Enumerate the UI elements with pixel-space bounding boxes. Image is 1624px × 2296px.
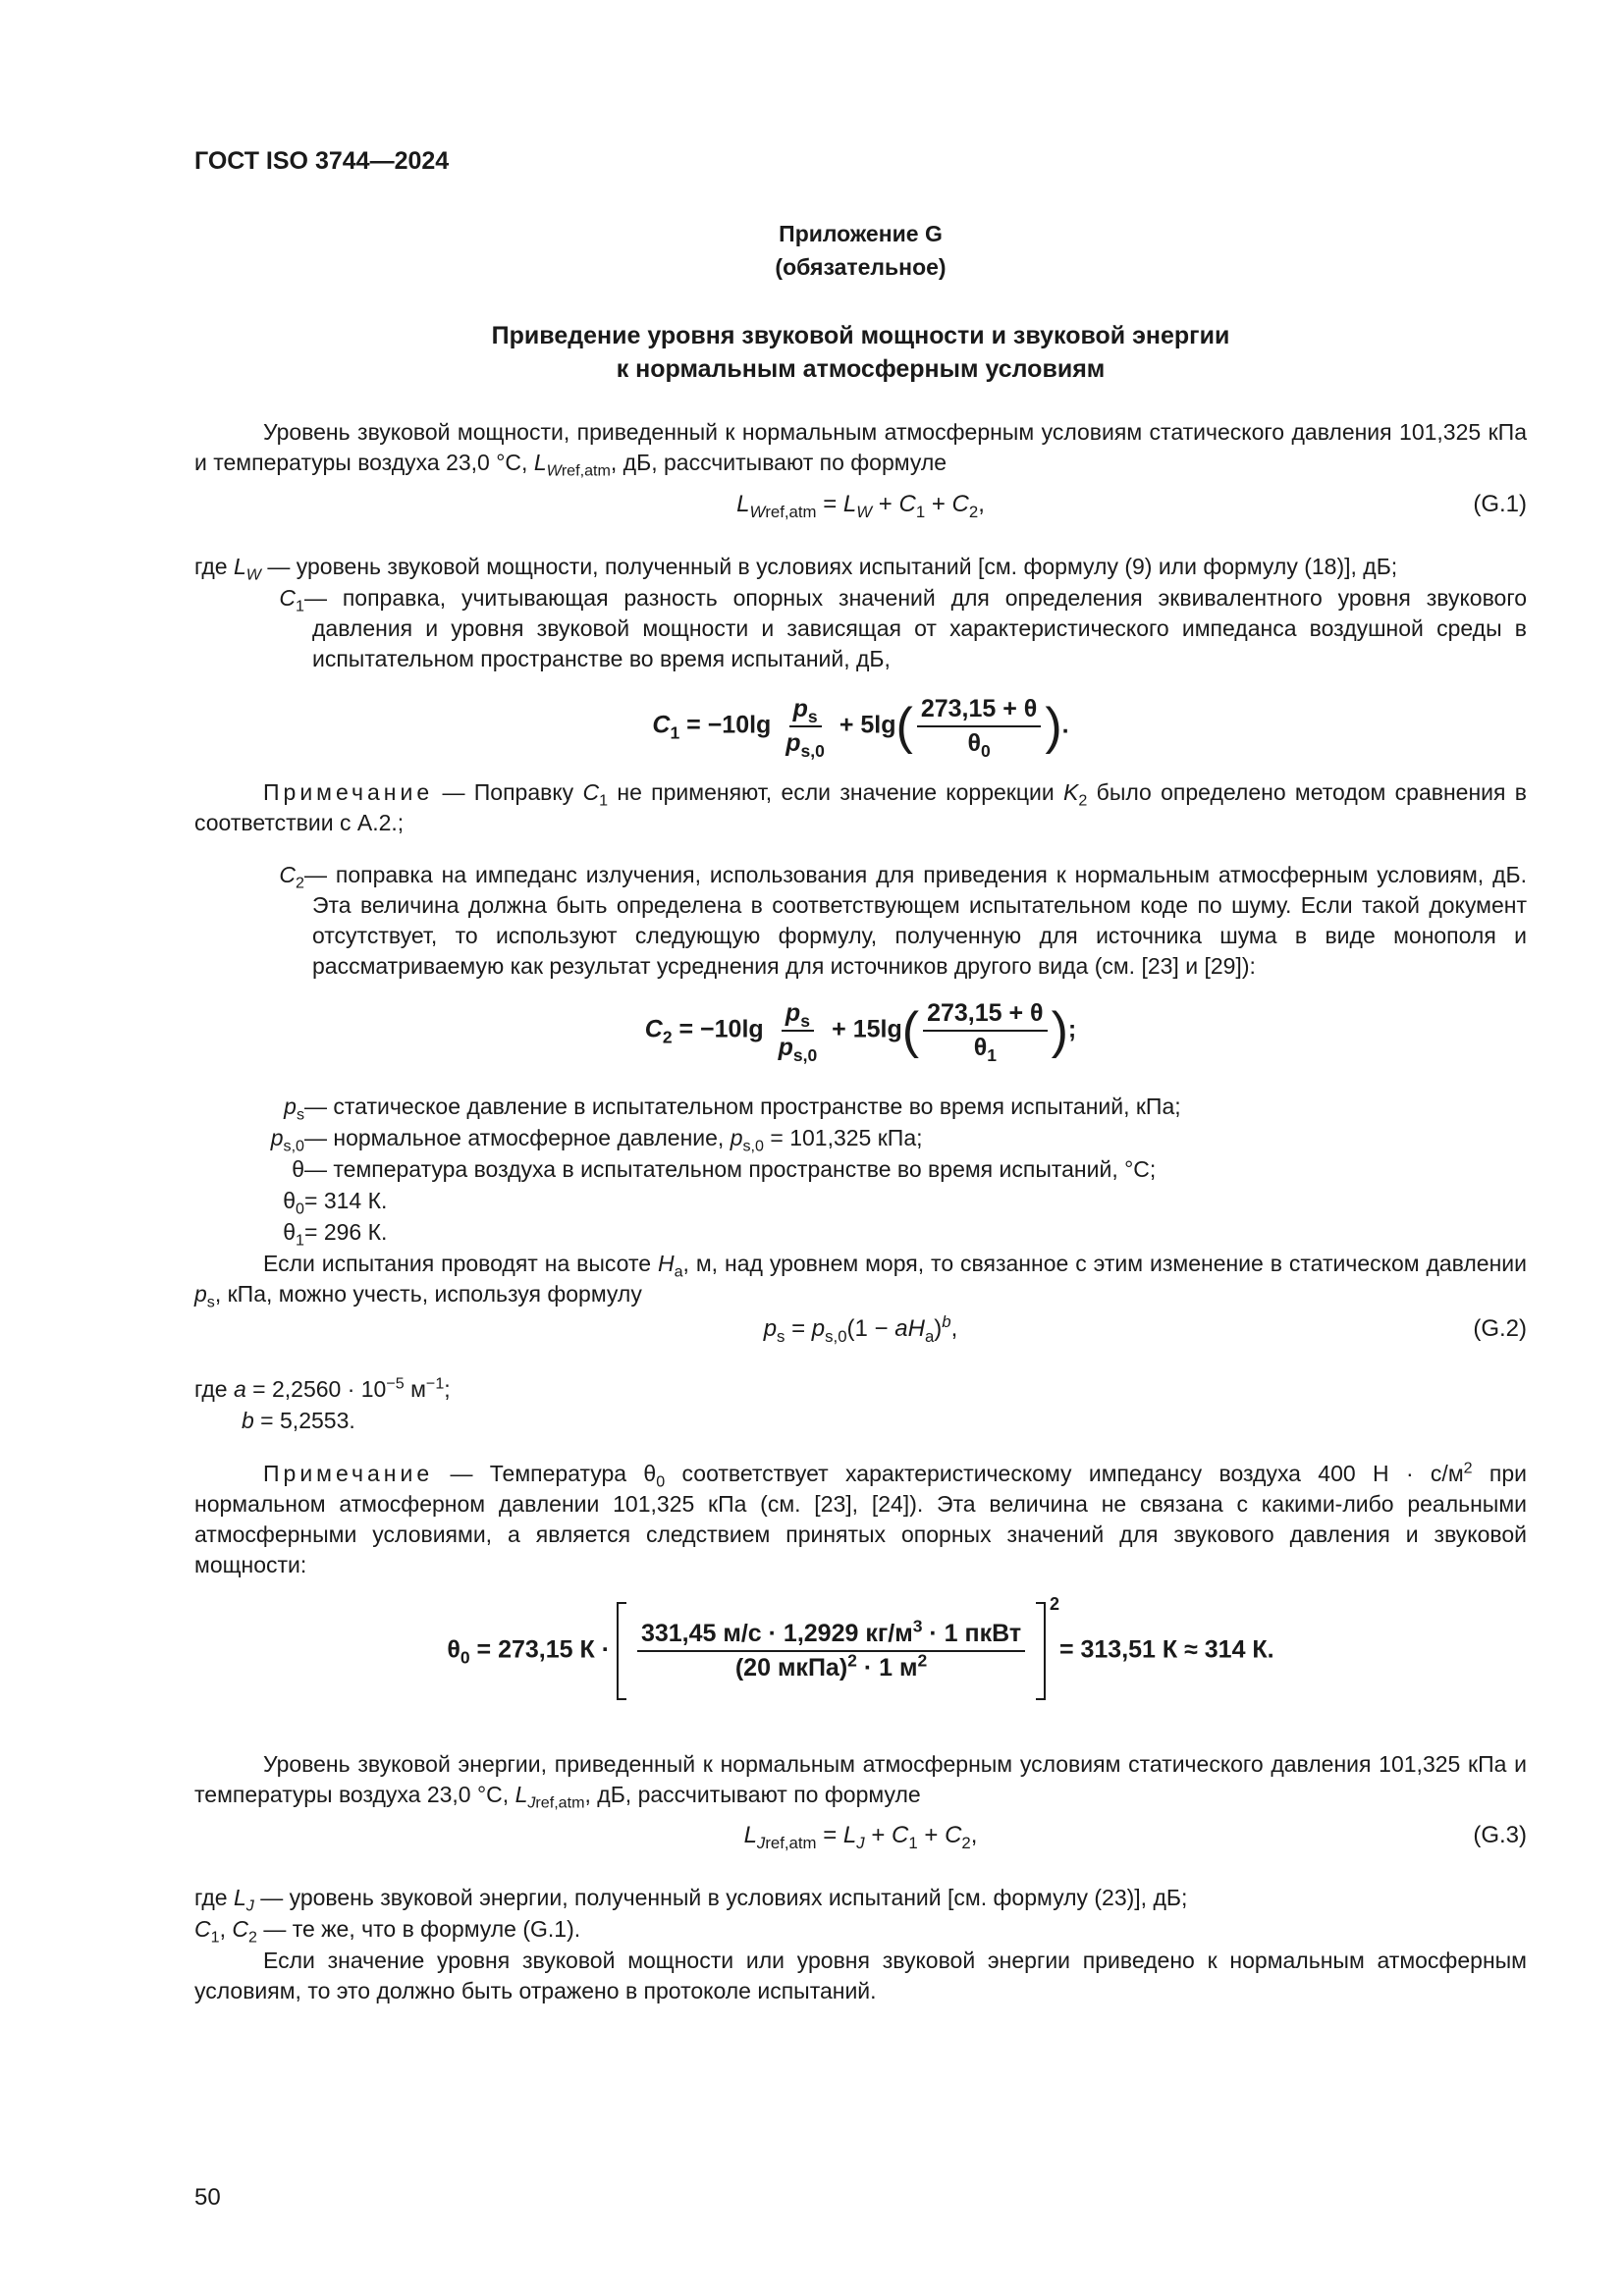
page-number: 50 bbox=[194, 2184, 221, 2211]
appendix-status: (обязательное) bbox=[775, 254, 947, 280]
note-2: Примечание — Температура $\theta_0$ соответствует характеристическому импедансу воздуха 400 $Н \cdot с/м^2$ при нормальном атмосферном давлении 101,325 кПа (см. [23], [24]). Эта величина не связана с какими-либо реальными атмосферными условиями, а является следствием принятых опорных значений для звукового давления и звуковой мощности: bbox=[194, 1459, 1528, 1577]
formula-g3: $L_{Jref,atm} = L_J + C_1 + C_2$, (G.3) bbox=[743, 1822, 1527, 1852]
formula-number: (G.3) bbox=[1473, 1822, 1527, 1848]
standard-header: ГОСТ ISO 3744—2024 bbox=[194, 147, 450, 175]
formula-c2: $C_2 = -10\lg$ $\frac{p_s}{p_{s,0}}$ + 15lg( $\frac{273,15 + \theta}{\theta_1}$ ); bbox=[644, 999, 1077, 1065]
formula-theta0: $\theta_0 = 273,15$ К · $\frac{331,45 м/с \cdot 1,2929 кг/м^3 \cdot 1 пкВт}{(20 мкПа)^2 \cdot 1 м^2}$ 2 = 313,51 К ≈ 314 К. bbox=[194, 1602, 1527, 1700]
definition-c1: $C_1$ — поправка, учитывающая разность опорных значений для определения эквивалентного уровня звукового давления и уровня звуковой мощности и зависящая от характеристического импеданса воздушной среды в испытательном пространстве во время испытаний, дБ, bbox=[279, 585, 1527, 671]
paragraph-sound-power: Уровень звуковой мощности, приведенный к нормальным атмосферным условиям статического давления 101,325 кПа и температуры воздуха 23,0 °С, $L_{Wref,atm}$, дБ, рассчитывают по формуле bbox=[194, 419, 1527, 480]
paragraph-sound-energy: Уровень звуковой энергии, приведенный к нормальным атмосферным условиям статического давления 101,325 кПа и температуры воздуха 23,0 °С, $L_{Jref,atm}$, дБ, рассчитывают по формуле bbox=[194, 1751, 1527, 1812]
document-page: ГОСТ ISO 3744—2024 Приложение G (обязательное) Приведение уровня звуковой мощности и звуковой энергии к нормальным атмосферным условиям Уровень звуковой мощности, приведенный к нормальным атмосферным условиям статического давления 101,325 кПа и температуры воздуха 23,0 °С, $L_{Wref,atm}$, дБ, рассчитывают по формуле $L_{Wref,atm} = L_W + C_1 + C_2$, (G.1) где $L_W$ — уровень звуковой мощности, полученный в условиях испытаний [см. формулу (9) или формулу (18)], дБ; $C_1$ — поправка, учитывающая разность опорных значений для определения эквивалентного уровня звукового давления и уровня звуковой мощности и зависящая от характеристического импеданса воздушной среды в испытательном пространстве во время испытаний, дБ, $C_1 = -10\lg$ $\frac{p_s}{p_{s,0}}$ + 5lg( $\frac{273,15 + \theta}{\theta_0}$ ). Примечание — Поправку $C_1$ не применяют, если значение коррекции $K_2$ было определено методом сравнения в соответствии с А.2.; $C_2$ — поправка на импеданс излучения, использования для приведения к нормальным атмосферным условиям, дБ. Эта величина должна быть определена в соответствующем испытательном коде по шуму. Если такой документ отсутствует, то используют следующую формулу, полученную для источника шума в виде монополя и рассматриваемую как результат усреднения для источников другого вида (см. [23] и [29]): $C_2 = -10\lg$ $\frac{p_s}{p_{s,0}}$ + 15lg( $\frac{273,15 + \theta}{\theta_1}$ ); $p_s$ — статическое давление в испытательном пространстве во время испытаний, кПа; $p_{s,0}$ — нормальное атмосферное давление, $p_{s,0} = 101,325$ кПа; θ — температура воздуха в испытательном пространстве во время испытаний, °С; $\theta_0$ = 314 К. $\theta_1$ = 296 К. Если испытания проводят на высоте $H_a$, м, над уровнем моря, то связанное с этим изменение в статическом давлении $p_s$, кПа, можно учесть, используя формулу $p_s = p_{s,0}(1 - aH_a)^b$, (G.2) где $a = 2,2560 \cdot 10^{-5}$ $м^{-1}$; b = 5,2553. Примечание — Температура $\theta_0$ соответствует характеристическому импедансу воздуха 400 $Н \cdot с/м^2$ при нормальном атмосферном давлении 101,325 кПа (см. [23], [24]). Эта величина не связана с какими-либо реальными атмосферными условиями, а является следствием принятых опорных значений для звукового давления и звуковой мощности: $\theta_0 = 273,15$ К · $\frac{331,45 м/с \cdot 1,2929 кг/м^3 \cdot 1 пкВт}{(20 мкПа)^2 \cdot 1 м^2}$ 2 = 313,51 К ≈ 314 К. Уровень звуковой энергии, приведенный к нормальным атмосферным условиям статического давления 101,325 кПа и температуры воздуха 23,0 °С, $L_{Jref,atm}$, дБ, рассчитывают по формуле $L_{Jref,atm} = L_J + C_1 + C_2$, (G.3) где $L_J$ — уровень звуковой энергии, полученный в условиях испытаний [см. формулу (23)], дБ; $C_1$, $C_2$ — те же, что в формуле (G.1). Если значение уровня звуковой мощности или уровня звуковой энергии приведено к нормальным атмосферным условиям, то это должно быть отражено в протоколе испытаний. 50 bbox=[194, 147, 1528, 2211]
definition-lw: где $L_W$ — уровень звуковой мощности, полученный в условиях испытаний [см. формулу (9) или формулу (18)], дБ; bbox=[194, 554, 1398, 584]
appendix-label: Приложение G bbox=[779, 221, 943, 246]
formula-g2: $p_s = p_{s,0}(1 - aH_a)^b$, (G.2) bbox=[763, 1312, 1527, 1346]
formula-g1: $L_{Wref,atm} = L_W + C_1 + C_2$, (G.1) bbox=[736, 491, 1527, 521]
definition-c1-c2: $C_1$, $C_2$ — те же, что в формуле (G.1). bbox=[194, 1916, 581, 1947]
definition-a: где $a = 2,2560 \cdot 10^{-5}$ $м^{-1}$; bbox=[194, 1374, 451, 1402]
formula-number: (G.1) bbox=[1473, 491, 1527, 517]
section-title: Приведение уровня звуковой мощности и звуковой энергии к нормальным атмосферным условиям bbox=[491, 322, 1230, 383]
definition-lj: где $L_J$ — уровень звуковой энергии, полученный в условиях испытаний [см. формулу (23)], дБ; bbox=[194, 1885, 1188, 1915]
formula-number: (G.2) bbox=[1473, 1315, 1527, 1342]
note-1: Примечание — Поправку $C_1$ не применяют, если значение коррекции $K_2$ было определено методом сравнения в соответствии с А.2.; bbox=[194, 779, 1528, 835]
paragraph-report: Если значение уровня звуковой мощности или уровня звуковой энергии приведено к нормальным атмосферным условиям, то это должно быть отражено в протоколе испытаний. bbox=[194, 1948, 1527, 2003]
formula-c1: $C_1 = -10\lg$ $\frac{p_s}{p_{s,0}}$ + 5lg( $\frac{273,15 + \theta}{\theta_0}$ ). bbox=[652, 695, 1069, 761]
paragraph-altitude: Если испытания проводят на высоте $H_a$, м, над уровнем моря, то связанное с этим изменение в статическом давлении $p_s$, кПа, можно учесть, используя формулу bbox=[194, 1251, 1527, 1311]
definition-c2: $C_2$ — поправка на импеданс излучения, использования для приведения к нормальным атмосферным условиям, дБ. Эта величина должна быть определена в соответствующем испытательном коде по шуму. Если такой документ отсутствует, то используют следующую формулу, полученную для источника шума в виде монополя и рассматриваемую как результат усреднения для источников другого вида (см. [23] и [29]): bbox=[279, 862, 1527, 979]
